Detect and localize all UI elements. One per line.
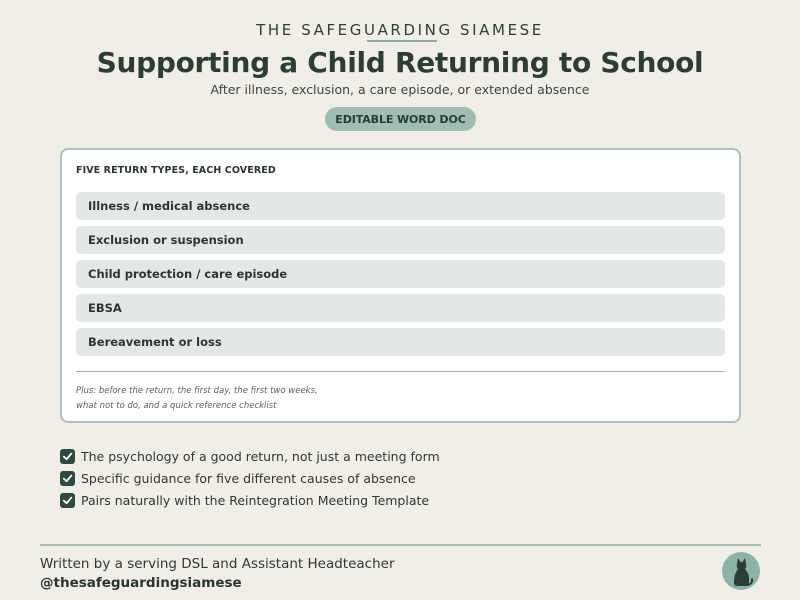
- return-type-item: [76, 328, 725, 356]
- card-note: [76, 384, 318, 414]
- checklist-text: Pairs naturally with the Reintegration Meeting Template: [81, 493, 430, 508]
- card-divider: [76, 371, 725, 372]
- checkbox-checked-icon: [60, 449, 75, 464]
- checklist-text: The psychology of a good return, not just a meeting form: [81, 449, 440, 464]
- return-type-item: [76, 192, 725, 220]
- format-badge: EDITABLE WORD DOC: [325, 107, 476, 131]
- page-title: Supporting a Child Returning to School: [96, 46, 704, 79]
- brand-name: THE SAFEGUARDING SIAMESE: [256, 21, 544, 39]
- return-type-label: Illness / medical absence: [88, 199, 250, 213]
- social-handle: @thesafeguardingsiamese: [40, 575, 242, 591]
- checklist-item: [60, 449, 440, 464]
- return-type-label: Child protection / care episode: [88, 267, 288, 281]
- checklist-item: [60, 471, 416, 486]
- return-type-item: [76, 260, 725, 288]
- checkbox-checked-icon: [60, 471, 75, 486]
- checkbox-checked-icon: [60, 493, 75, 508]
- return-type-label: Bereavement or loss: [88, 335, 222, 349]
- card-note-line: Plus: before the return, the first day, the first two weeks,: [76, 386, 318, 396]
- return-types-card: [60, 148, 741, 423]
- return-type-label: EBSA: [88, 301, 122, 315]
- return-type-item: [76, 294, 725, 322]
- page-subtitle: After illness, exclusion, a care episode, or extended absence: [210, 82, 590, 97]
- card-heading: FIVE RETURN TYPES, EACH COVERED: [76, 165, 276, 176]
- checklist-text: Specific guidance for five different causes of absence: [81, 471, 416, 486]
- return-type-label: Exclusion or suspension: [88, 233, 244, 247]
- return-type-item: [76, 226, 725, 254]
- footer-author: Written by a serving DSL and Assistant Headteacher: [40, 556, 395, 572]
- card-note-line: what not to do, and a quick reference checklist: [76, 401, 277, 411]
- checklist-item: [60, 493, 429, 508]
- footer-divider: [40, 544, 761, 546]
- brand-underline: [367, 40, 437, 42]
- siamese-cat-icon: [722, 552, 760, 590]
